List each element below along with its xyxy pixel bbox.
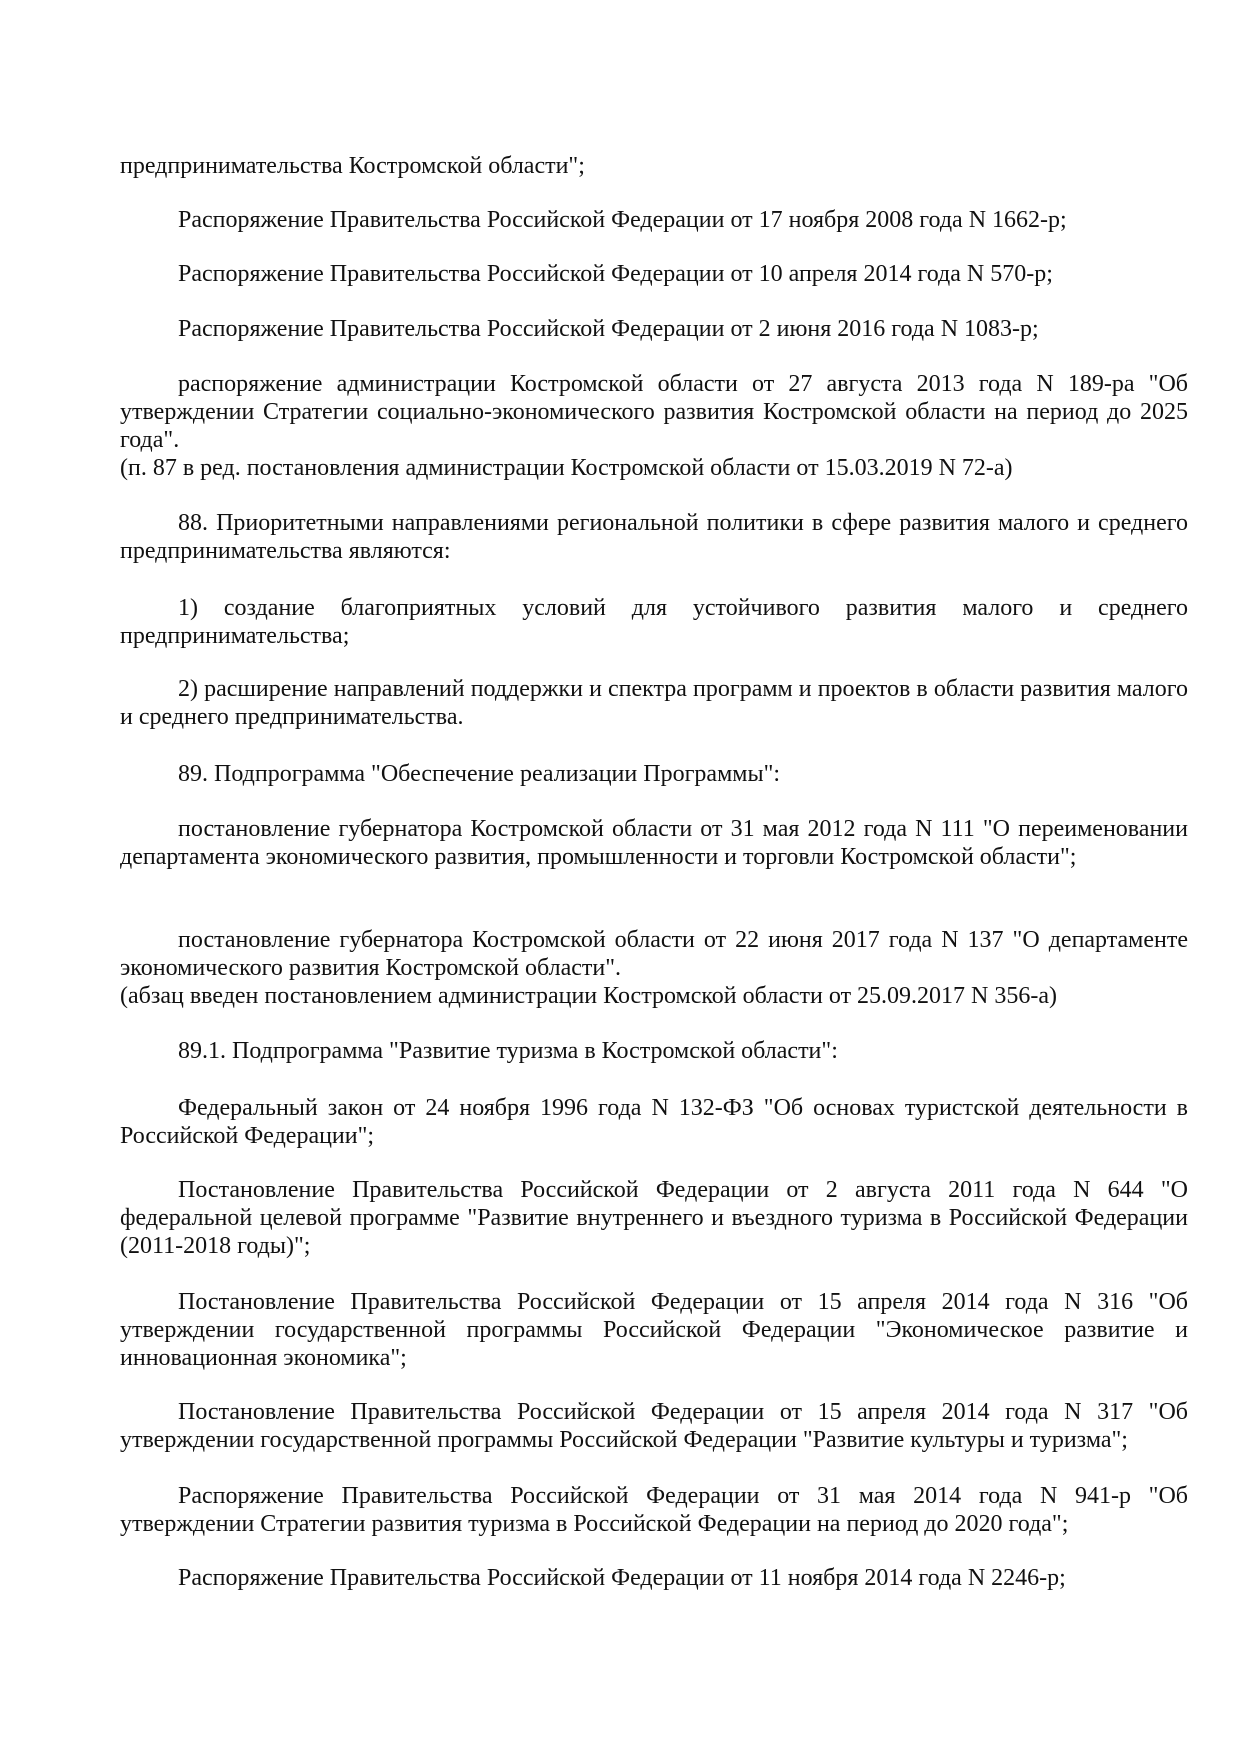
paragraph: распоряжение администрации Костромской области от 27 августа 2013 года N 189-ра "Об утверждении Стратегии социально-экономического развития Костромской области на период до 2025 года". (120, 371, 1188, 453)
list-item-2: 2) расширение направлений поддержки и спектра программ и проектов в области развития малого и среднего предпринимательства. (120, 676, 1188, 730)
paragraph: Распоряжение Правительства Российской Федерации от 11 ноября 2014 года N 2246-р; (178, 1565, 1066, 1591)
paragraph: Постановление Правительства Российской Федерации от 2 августа 2011 года N 644 "О федеральной целевой программе "Развитие внутреннего и въездного туризма в Российской Федерации (2011-2018 годы)"; (120, 1177, 1188, 1259)
list-item-1: 1) создание благоприятных условий для устойчивого развития малого и среднего предпринимательства; (120, 595, 1188, 649)
amendment-note: (абзац введен постановлением администрации Костромской области от 25.09.2017 N 356-а) (120, 983, 1058, 1009)
paragraph: Постановление Правительства Российской Федерации от 15 апреля 2014 года N 316 "Об утверждении государственной программы Российской Федерации "Экономическое развитие и инновационная экономика"; (120, 1289, 1188, 1371)
paragraph: Федеральный закон от 24 ноября 1996 года N 132-ФЗ "Об основах туристской деятельности в Российской Федерации"; (120, 1095, 1188, 1149)
paragraph: Распоряжение Правительства Российской Федерации от 31 мая 2014 года N 941-р "Об утверждении Стратегии развития туризма в Российской Федерации на период до 2020 года"; (120, 1483, 1188, 1537)
paragraph-89-1: 89.1. Подпрограмма "Развитие туризма в Костромской области": (178, 1038, 838, 1064)
paragraph: постановление губернатора Костромской области от 22 июня 2017 года N 137 "О департаменте экономического развития Костромской области". (120, 927, 1188, 981)
paragraph: Распоряжение Правительства Российской Федерации от 10 апреля 2014 года N 570-р; (178, 261, 1053, 287)
paragraph-continuation: предпринимательства Костромской области"; (120, 153, 585, 179)
paragraph-88: 88. Приоритетными направлениями региональной политики в сфере развития малого и среднего предпринимательства являются: (120, 510, 1188, 564)
paragraph: Распоряжение Правительства Российской Федерации от 17 ноября 2008 года N 1662-р; (178, 207, 1067, 233)
amendment-note: (п. 87 в ред. постановления администрации Костромской области от 15.03.2019 N 72-а) (120, 455, 1013, 481)
paragraph-89: 89. Подпрограмма "Обеспечение реализации Программы": (178, 761, 781, 787)
paragraph: Постановление Правительства Российской Федерации от 15 апреля 2014 года N 317 "Об утверждении государственной программы Российской Федерации "Развитие культуры и туризма"; (120, 1399, 1188, 1453)
paragraph: постановление губернатора Костромской области от 31 мая 2012 года N 111 "О переименовании департамента экономического развития, промышленности и торговли Костромской области"; (120, 816, 1188, 870)
paragraph: Распоряжение Правительства Российской Федерации от 2 июня 2016 года N 1083-р; (178, 316, 1039, 342)
